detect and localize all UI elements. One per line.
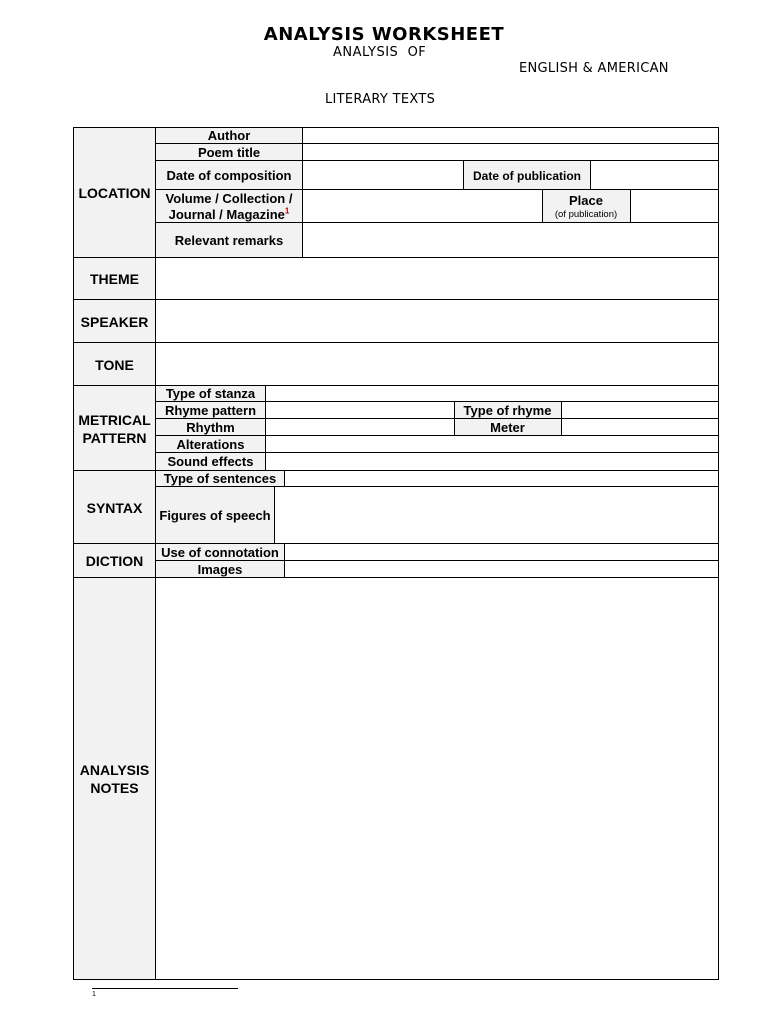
worksheet-title: ANALYSIS WORKSHEET	[263, 24, 505, 45]
divider	[156, 222, 719, 223]
rhythm-label	[156, 419, 265, 436]
divider	[274, 486, 275, 544]
divider	[73, 470, 719, 471]
section-speaker-label: SPEAKER	[80, 313, 149, 330]
type-of-stanza-label-text: Type of stanza	[165, 386, 256, 401]
date-of-composition-label-text: Date of composition	[166, 167, 292, 183]
divider	[590, 160, 591, 190]
divider	[156, 418, 719, 419]
relevant-remarks-field[interactable]	[302, 223, 718, 258]
section-syntax	[73, 471, 156, 544]
date-of-publication-label-text: Date of publication	[473, 168, 581, 183]
volume-label-line-2: Journal / Magazine	[168, 206, 285, 222]
rhyme-pattern-field[interactable]	[265, 402, 454, 419]
author-field[interactable]	[302, 128, 718, 144]
divider	[561, 401, 562, 436]
footnote-marker[interactable]: 1	[284, 206, 290, 216]
table-border-left	[73, 127, 74, 980]
poem-title-label-text: Poem title	[197, 144, 261, 160]
poem-title-field[interactable]	[302, 144, 718, 161]
divider	[156, 435, 719, 436]
theme-field[interactable]	[156, 258, 718, 300]
section-syntax-label: SYNTAX	[86, 499, 143, 516]
section-theme	[73, 258, 156, 300]
date-of-publication-field[interactable]	[590, 161, 718, 190]
section-theme-label: THEME	[90, 271, 139, 287]
rhythm-field[interactable]	[265, 419, 454, 436]
meter-label	[454, 419, 561, 436]
divider	[73, 257, 719, 258]
divider	[73, 577, 719, 578]
section-metrical-pattern	[73, 386, 156, 471]
divider	[156, 452, 719, 453]
alterations-field[interactable]	[265, 436, 718, 453]
section-analysis-label-1: ANALYSIS	[79, 761, 150, 778]
divider	[73, 543, 719, 544]
date-of-publication-label	[464, 161, 590, 190]
subtitle-line-3: LITERARY TEXTS	[325, 92, 436, 107]
volume-label-line-1: Volume / Collection /	[165, 190, 293, 206]
meter-field[interactable]	[561, 419, 718, 436]
table-border-right	[718, 127, 719, 980]
section-diction	[73, 544, 156, 578]
type-of-sentences-field[interactable]	[284, 471, 718, 487]
analysis-notes-field[interactable]	[156, 578, 718, 979]
divider	[156, 143, 719, 144]
relevant-remarks-label	[156, 223, 302, 258]
place-label	[542, 190, 630, 223]
volume-collection-label	[156, 190, 302, 223]
type-of-stanza-field[interactable]	[265, 386, 718, 402]
date-of-composition-field[interactable]	[302, 161, 464, 190]
images-label-text: Images	[197, 561, 243, 577]
alterations-label-text: Alterations	[176, 436, 245, 452]
images-field[interactable]	[284, 561, 718, 578]
section-tone-label: TONE	[95, 356, 134, 373]
figures-of-speech-label	[156, 487, 274, 544]
use-of-connotation-label	[156, 544, 284, 561]
section-speaker	[73, 300, 156, 343]
table-border-bottom	[73, 979, 719, 980]
divider	[156, 486, 719, 487]
alterations-label	[156, 436, 265, 453]
rhyme-pattern-label	[156, 402, 265, 419]
section-diction-label: DICTION	[85, 553, 144, 569]
subtitle-line-2: ENGLISH & AMERICAN	[519, 61, 669, 76]
section-analysis-label-2: NOTES	[90, 779, 139, 796]
type-of-sentences-label	[156, 471, 284, 487]
speaker-field[interactable]	[156, 300, 718, 343]
meter-label-text: Meter	[490, 419, 525, 435]
type-of-sentences-label-text: Type of sentences	[163, 471, 277, 486]
footnote-separator	[92, 988, 238, 989]
figures-of-speech-field[interactable]	[274, 487, 718, 544]
section-metrical-label-1: METRICAL	[78, 411, 151, 428]
divider	[73, 299, 719, 300]
divider	[284, 470, 285, 487]
images-label	[156, 561, 284, 578]
divider	[454, 401, 455, 436]
place-label-text: Place	[569, 193, 603, 208]
place-field[interactable]	[630, 190, 718, 223]
use-of-connotation-label-text: Use of connotation	[161, 544, 279, 560]
use-of-connotation-field[interactable]	[284, 544, 718, 561]
rhythm-label-text: Rhythm	[186, 419, 235, 435]
divider	[73, 342, 719, 343]
section-location-label: LOCATION	[78, 185, 151, 201]
author-label	[156, 128, 302, 144]
volume-collection-field[interactable]	[302, 190, 542, 223]
divider	[630, 189, 631, 223]
author-label-text: Author	[207, 128, 251, 143]
section-tone	[73, 343, 156, 386]
type-of-rhyme-label	[454, 402, 561, 419]
rhyme-pattern-label-text: Rhyme pattern	[164, 402, 257, 418]
divider	[156, 189, 719, 190]
sound-effects-field[interactable]	[265, 453, 718, 471]
divider	[542, 189, 543, 223]
divider	[284, 543, 285, 578]
place-label-note: (of publication)	[554, 209, 618, 220]
sound-effects-label-text: Sound effects	[167, 454, 254, 469]
table-section-divider	[155, 127, 156, 980]
type-of-stanza-label	[156, 386, 265, 402]
sound-effects-label	[156, 453, 265, 471]
figures-of-speech-label-text: Figures of speech	[159, 507, 271, 523]
divider	[463, 160, 464, 190]
section-location	[73, 128, 156, 258]
divider	[302, 127, 303, 258]
divider	[73, 385, 719, 386]
footnote-number: 1	[92, 991, 96, 998]
type-of-rhyme-label-text: Type of rhyme	[463, 402, 552, 418]
subtitle-line-1: ANALYSIS OF	[333, 45, 427, 60]
relevant-remarks-label-text: Relevant remarks	[174, 232, 284, 248]
table-border-top	[73, 127, 719, 128]
divider	[156, 160, 719, 161]
divider	[156, 401, 719, 402]
divider	[156, 560, 719, 561]
tone-field[interactable]	[156, 343, 718, 386]
poem-title-label	[156, 144, 302, 161]
section-analysis-notes	[73, 578, 156, 979]
date-of-composition-label	[156, 161, 302, 190]
section-metrical-label-2: PATTERN	[82, 429, 147, 446]
divider	[265, 385, 266, 471]
type-of-rhyme-field[interactable]	[561, 402, 718, 419]
